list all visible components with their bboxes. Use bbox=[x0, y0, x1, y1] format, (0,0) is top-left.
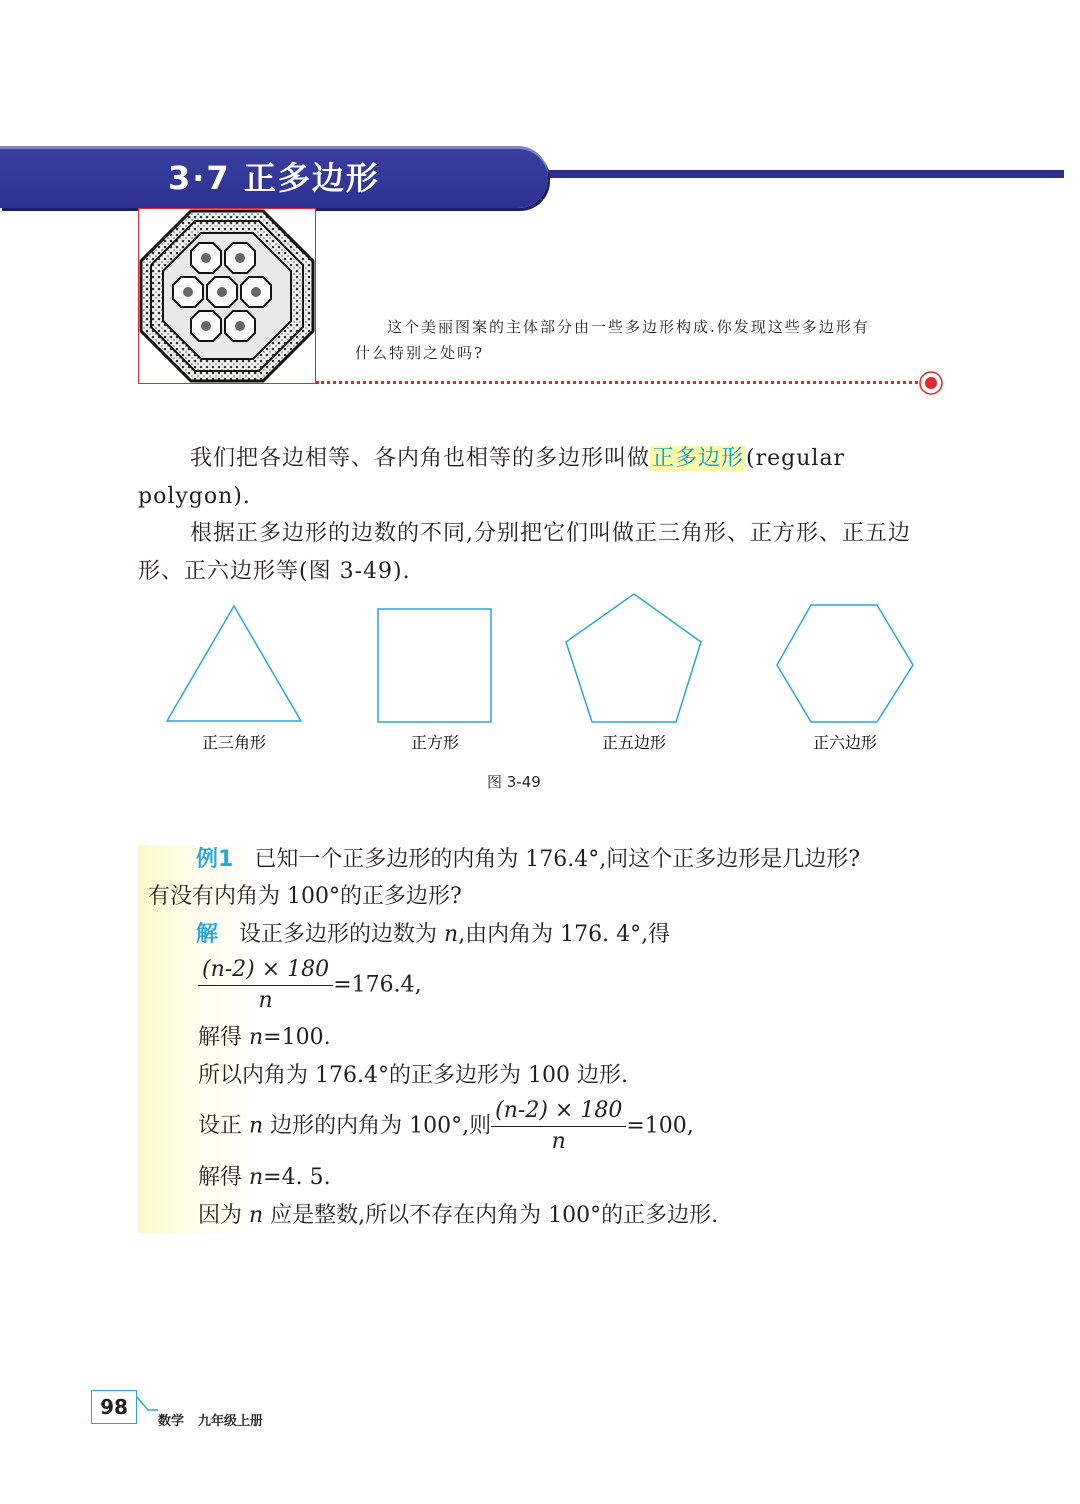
square-shape bbox=[378, 609, 491, 722]
fraction-1 bbox=[198, 955, 333, 1016]
octagon-ornament-icon bbox=[139, 209, 315, 383]
step-3-text: 解得 bbox=[198, 1165, 249, 1190]
var-n: n bbox=[249, 1203, 264, 1228]
step-1-result: =100. bbox=[263, 1025, 331, 1050]
classification-paragraph bbox=[138, 515, 944, 591]
intro-line-1: 这个美丽图案的主体部分由一些多边形构成.你发现这些多边形有 bbox=[387, 318, 870, 336]
conclusion-2 bbox=[198, 1198, 718, 1234]
section-title-text: 正多边形 bbox=[243, 159, 380, 197]
var-n: n bbox=[249, 1113, 264, 1139]
step-1 bbox=[198, 1020, 331, 1056]
label-pentagon: 正五边形 bbox=[601, 733, 667, 752]
dotted-divider bbox=[316, 381, 918, 384]
fraction-2-denominator: n bbox=[551, 1129, 566, 1154]
definition-paragraph bbox=[138, 440, 944, 516]
page-number: 98 bbox=[91, 1390, 137, 1424]
var-n: n bbox=[249, 1025, 264, 1050]
equation-2-rhs: =100, bbox=[626, 1113, 694, 1139]
page-tab-icon bbox=[136, 1390, 160, 1420]
ornament-image bbox=[138, 208, 316, 384]
classification-text: 根据正多边形的边数的不同,分别把它们叫做正三角形、正方形、正五边形、正六边形等(图 3-49). bbox=[138, 521, 911, 584]
intro-line-2: 什么特别之处吗? bbox=[355, 344, 485, 362]
var-n: n bbox=[444, 922, 459, 947]
pentagon-shape bbox=[566, 594, 701, 722]
solution-text-b: ,由内角为 176. 4°,得 bbox=[458, 922, 671, 947]
fraction-2 bbox=[491, 1096, 626, 1157]
equation-1 bbox=[198, 955, 422, 1016]
definition-english: (regular polygon). bbox=[138, 446, 846, 509]
conclusion-2-text-a: 因为 bbox=[198, 1203, 249, 1228]
fraction-1-numerator: (n-2) × 180 bbox=[198, 955, 333, 986]
figure-3-49 bbox=[150, 590, 930, 760]
var-n: n bbox=[249, 1165, 264, 1190]
conclusion-1: 所以内角为 176.4°的正多边形为 100 边形. bbox=[198, 1063, 628, 1088]
fraction-2-numerator: (n-2) × 180 bbox=[491, 1096, 626, 1127]
intro-question bbox=[355, 314, 915, 366]
target-icon bbox=[918, 370, 944, 396]
definition-text: 我们把各边相等、各内角也相等的多边形叫做 bbox=[190, 446, 651, 471]
step-1-text: 解得 bbox=[198, 1025, 249, 1050]
section-number: 3·7 bbox=[168, 159, 231, 197]
conclusion-2-text-b: 应是整数,所以不存在内角为 100°的正多边形. bbox=[263, 1203, 719, 1228]
step-2 bbox=[198, 1096, 694, 1157]
step-2-text-b: 边形的内角为 100°,则 bbox=[263, 1113, 492, 1139]
label-square: 正方形 bbox=[410, 733, 460, 752]
label-hexagon: 正六边形 bbox=[812, 733, 878, 752]
solution-text-a: 设正多边形的边数为 bbox=[239, 922, 445, 947]
step-3 bbox=[198, 1160, 331, 1196]
solution-intro bbox=[196, 917, 670, 953]
step-2-text-a: 设正 bbox=[198, 1113, 249, 1139]
example-question-line-1 bbox=[196, 842, 860, 878]
hexagon-shape bbox=[777, 605, 913, 722]
step-3-result: =4. 5. bbox=[263, 1165, 331, 1190]
example-question-line-2: 有没有内角为 100°的正多边形? bbox=[148, 884, 462, 909]
example-label: 例1 bbox=[196, 847, 234, 872]
figure-caption: 图 3-49 bbox=[487, 773, 541, 791]
triangle-shape bbox=[167, 606, 301, 721]
footer-subject: 数学 bbox=[158, 1414, 185, 1429]
term-regular-polygon: 正多边形 bbox=[652, 446, 745, 471]
label-triangle: 正三角形 bbox=[201, 733, 267, 752]
fraction-1-denominator: n bbox=[258, 988, 273, 1013]
solution-label: 解 bbox=[196, 922, 219, 947]
footer-grade: 九年级上册 bbox=[198, 1414, 264, 1429]
example-question-text-1: 已知一个正多边形的内角为 176.4°,问这个正多边形是几边形? bbox=[254, 847, 861, 872]
equation-1-rhs: =176.4, bbox=[333, 972, 422, 998]
section-title bbox=[168, 150, 380, 206]
section-banner-line bbox=[540, 170, 1064, 178]
